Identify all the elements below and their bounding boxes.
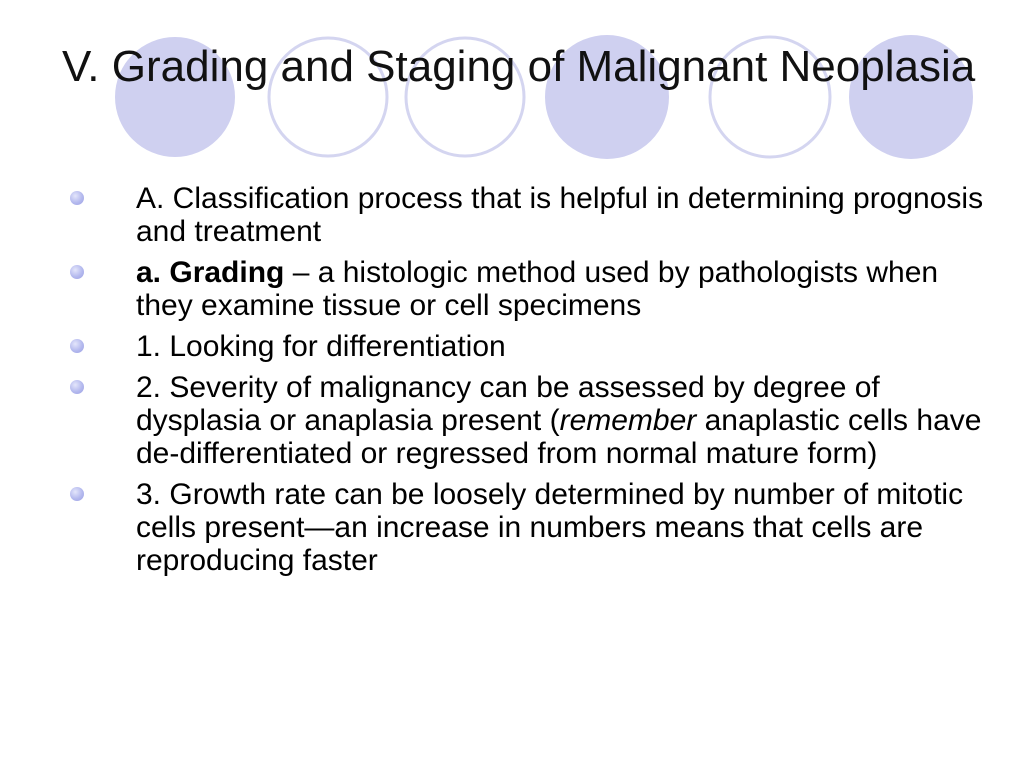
bullet-text: A. Classification process that is helpful in determining prognosis and treatment <box>136 182 984 248</box>
slide-title: V. Grading and Staging of Malignant Neoplasia <box>62 42 976 91</box>
circle-bullet-icon <box>70 339 84 353</box>
circle-bullet-icon <box>70 265 84 279</box>
bullet-item <box>60 330 1000 363</box>
bullet-item <box>60 182 1000 248</box>
circle-bullet-icon <box>70 380 84 394</box>
bullet-text: 3. Growth rate can be loosely determined by number of mitotic cells present—an increase in numbers means that cells are reproducing faster <box>136 478 964 577</box>
bullet-item <box>60 256 1000 322</box>
bullet-text <box>136 256 938 322</box>
bullet-text-after: anaplastic cells have de-differentiated or regressed from normal mature form) <box>136 404 982 470</box>
circle-bullet-icon <box>70 191 84 205</box>
bullet-item <box>60 478 1000 577</box>
bullet-italic-word: remember <box>559 404 697 437</box>
circle-bullet-icon <box>70 487 84 501</box>
bullet-text-rest: – a histologic method used by pathologists when they examine tissue or cell specimens <box>136 256 939 322</box>
bullet-item <box>60 371 1000 470</box>
bullet-bold-term: a. Grading <box>136 256 285 289</box>
bullet-text-before: 2. Severity of malignancy can be assessed by degree of dysplasia or anaplasia present ( <box>136 371 880 437</box>
bullet-text: 1. Looking for differentiation <box>136 330 506 363</box>
bullet-text <box>136 371 981 470</box>
bullet-list <box>60 182 1000 585</box>
